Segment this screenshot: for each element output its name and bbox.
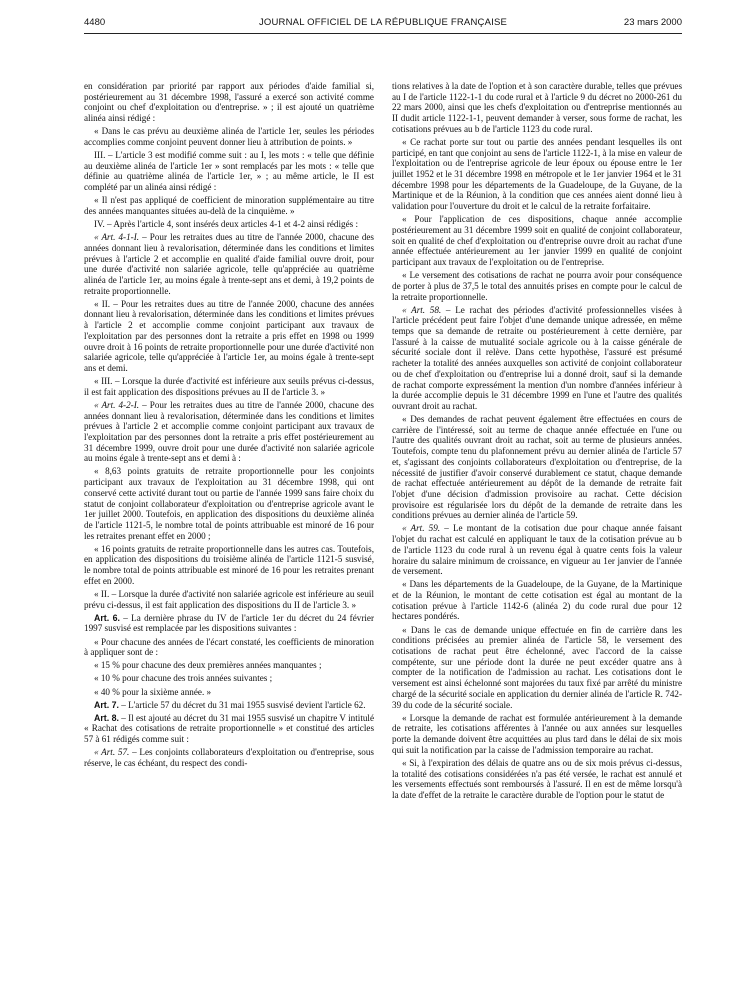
paragraph xyxy=(84,376,374,397)
article-label: Art. 7. xyxy=(94,699,119,710)
paragraph xyxy=(84,299,374,374)
paragraph xyxy=(84,195,374,216)
header-rule xyxy=(84,33,682,34)
paragraph xyxy=(392,579,682,622)
paragraph xyxy=(84,713,374,745)
paragraph xyxy=(392,81,682,135)
publication-date: 23 mars 2000 xyxy=(623,17,682,28)
paragraph-text: – Le montant de la cotisation due pour chaque année faisant l'objet du rachat est calculé en appliquant le taux de la cotisation prévue au b de l'article 1123 du code rural à un revenu égal à quatre cents fois la valeur horaire du salaire minimum de croissance, en vigueur au 1er janvier de l'année de versement. xyxy=(392,523,682,577)
paragraph-text: – L'article 57 du décret du 31 mai 1955 susvisé devient l'article 62. xyxy=(118,699,366,710)
paragraph-text: – La dernière phrase du IV de l'article 1er du décret du 24 février 1997 susvisé est remplacée par les dispositions suivantes : xyxy=(84,612,374,634)
paragraph-text: « Pour l'application de ces dispositions, chaque année accomplie postérieurement au 31 décembre 1999 soit en qualité de conjoint collaborateur, soit en qualité de chef d'exploitation ou d'entreprise ouvre droit au rachat d'une année effectuée antérieurement au 1er janvier 1999 en qualité de conjoint participant aux travaux de l'exploitation ou de l'entreprise. xyxy=(392,214,682,268)
paragraph xyxy=(84,673,374,684)
paragraph xyxy=(84,219,374,230)
paragraph-text: « 40 % pour la sixième année. » xyxy=(94,686,212,697)
paragraph-text: « Si, à l'expiration des délais de quatre ans ou de six mois prévus ci-dessus, la totalité des cotisations considérées n'a pas été versée, le rachat est annulé et les versements effectués sont remboursés à l'assuré. Il en est de même lorsqu'à la date d'effet de la retraite le caractère durable de l'option pour le statut de xyxy=(392,757,682,800)
paragraph xyxy=(84,81,374,124)
paragraph xyxy=(84,126,374,147)
paragraph xyxy=(84,660,374,671)
paragraph-text: « Lorsque la demande de rachat est formulée antérieurement à la demande de retraite, les cotisations afférentes à l'année ou aux années sur lesquelles porte la demande doivent être acquittées au plus tard dans le délai de six mois qui suit la notification par la caisse de l'admission temporaire au rachat. xyxy=(392,712,682,755)
paragraph-text: « Ce rachat porte sur tout ou partie des années pendant lesquelles ils ont participé, en tant que conjoint au sens de l'article 1122-1, à la mise en valeur de l'exploitation ou de l'entreprise agricole de leur époux ou épouse entre le 1er juillet 1952 et le 31 décembre 1998 en métropole et le 1er janvier 1964 et le 31 décembre 1998 pour les départements de la Guadeloupe, de la Guyane, de la Martinique et de la Réunion, à la condition que ces années aient donné lieu à validation pour l'ouverture du droit et le calcul de la retraite forfaitaire. xyxy=(392,136,682,212)
paragraph xyxy=(84,637,374,658)
paragraph-text: III. – L'article 3 est modifié comme suit : au I, les mots : « telle que définie au deuxième alinéa de l'article 1er » sont remplacés par les mots : « telle que définie au quatrième alinéa de l'article 1er, » ; au même article, le II est complété par un alinéa ainsi rédigé : xyxy=(84,150,374,193)
paragraph-text: « III. – Lorsque la durée d'activité est inférieure aux seuils prévus ci-dessus, il est fait application des dispositions prévues au II de l'article 3. » xyxy=(84,376,374,397)
paragraph xyxy=(84,400,374,464)
paragraph xyxy=(84,700,374,711)
paragraph xyxy=(392,270,682,302)
journal-title: JOURNAL OFFICIEL DE LA RÉPUBLIQUE FRANÇAISE xyxy=(258,17,508,28)
article-number: « Art. 4-1-I. xyxy=(94,232,140,243)
paragraph xyxy=(84,466,374,541)
paragraph xyxy=(392,414,682,521)
paragraph-text: – Il est ajouté au décret du 31 mai 1955 susvisé un chapitre V intitulé « Rachat des cotisations de retraite proportionnelle » et constitué des articles 57 à 61 rédigés comme suit : xyxy=(84,712,374,745)
paragraph xyxy=(84,544,374,587)
paragraph-text: – Le rachat des périodes d'activité professionnelles visées à l'article précédent peut faire l'objet d'une demande unique adressée, en même temps que sa demande de retraite ou postérieurement à cette dernière, par l'assuré à la caisse de mutualité sociale agricole ou à la caisse générale de sécurité sociale dont il relève. Dans cette hypothèse, l'assuré est présumé racheter la totalité des années auxquelles son activité de conjoint collaborateur ou de chef d'exploitation ou d'entreprise lui a donné droit, sauf si la demande de rachat comporte expressément la mention d'un nombre d'années inférieur à la durée accomplie depuis le 31 décembre 1999 en l'une et l'autre des qualités ouvrant droit au rachat. xyxy=(392,304,682,411)
article-label: Art. 8. xyxy=(94,712,119,723)
paragraph-text: « 10 % pour chacune des trois années suivantes ; xyxy=(94,673,273,684)
paragraph-text: « Il n'est pas appliqué de coefficient de minoration supplémentaire au titre des années manquantes situées au-delà de la cinquième. » xyxy=(84,195,374,216)
paragraph xyxy=(392,214,682,268)
paragraph xyxy=(84,232,374,296)
article-number: « Art. 59. xyxy=(402,523,441,534)
article-number: « Art. 58. xyxy=(402,304,442,315)
page-header xyxy=(84,17,682,31)
paragraph xyxy=(392,713,682,756)
paragraph xyxy=(392,305,682,412)
paragraph-text: « Des demandes de rachat peuvent également être effectuées en cours de carrière de l'intéressé, soit au terme de chaque année effectuée en l'une ou l'autre des qualités ouvrant droit au rachat, soit au terme de plusieurs années. Toutefois, compte tenu du plafonnement prévu au dernier alinéa de l'article 57 et, s'agissant des conjoints collaborateurs d'exploitation ou d'entreprise, de la nécessité de justifier d'avoir conservé durablement ce statut, chaque demande de rachat effectuée antérieurement au dépôt de la demande de retraite fait l'objet d'une décision d'admission provisoire au rachat. Cette décision provisoire est régularisée lors du dépôt de la demande de retraite dans les conditions prévues au dernier alinéa de l'article 59. xyxy=(392,414,682,521)
paragraph-text: « Le versement des cotisations de rachat ne pourra avoir pour conséquence de porter à plus de 37,5 le total des annuités prises en compte pour le calcul de la retraite proportionnelle. xyxy=(392,270,682,302)
paragraph xyxy=(84,150,374,193)
right-text-column xyxy=(392,81,682,981)
paragraph xyxy=(84,747,374,768)
article-label: Art. 6. xyxy=(94,612,120,623)
paragraph-text: IV. – Après l'article 4, sont insérés deux articles 4-1 et 4-2 ainsi rédigés : xyxy=(94,219,359,229)
paragraph xyxy=(84,687,374,698)
paragraph xyxy=(392,625,682,711)
paragraph-text: – Les conjoints collaborateurs d'exploitation ou d'entreprise, sous réserve, le cas échéant, du respect des condi- xyxy=(84,747,374,768)
left-text-column xyxy=(84,81,374,981)
paragraph xyxy=(84,589,374,610)
paragraph-text: « 8,63 points gratuits de retraite proportionnelle pour les conjoints participant aux travaux de l'exploitation au 31 décembre 1998, qui ont conservé cette activité durant tout ou partie de l'année 1999 sans faire choix du statut de conjoint collaborateur d'exploitation ou d'entreprise agricole avant le 1er juillet 2000. Toutefois, en application des dispositions du deuxième alinéa de l'article 1121-5, le nombre total de points attribuable est minoré de 16 pour les retraites prenant effet en 2000 ; xyxy=(84,466,374,541)
paragraph-text: en considération par priorité par rapport aux périodes d'aide familial si, postérieurement au 31 décembre 1998, l'assuré a exercé son activité comme conjoint ou chef d'exploitation ou d'entreprise. » ; il est ajouté un quatrième alinéa ainsi rédigé : xyxy=(84,81,374,124)
paragraph-text: « Pour chacune des années de l'écart constaté, les coefficients de minoration à appliquer sont de : xyxy=(84,636,374,658)
paragraph-text: – Pour les retraites dues au titre de l'année 2000, chacune des années donnant lieu à revalorisation, déterminée dans les conditions et limites prévues à l'article 2 et accomplie en qualité d'aide familial ouvre droit, pour une durée d'activité non salariée agricole, telle qu'appréciée au quatrième alinéa de l'article 1er, au moins égale à trente-sept ans et demi, à 19,2 points de retraite proportionnelle. xyxy=(84,232,374,296)
paragraph xyxy=(84,613,374,634)
paragraph xyxy=(392,137,682,212)
paragraph-text: « Dans le cas prévu au deuxième alinéa de l'article 1er, seules les périodes accomplies comme conjoint peuvent donner lieu à attribution de points. » xyxy=(84,126,374,147)
article-number: « Art. 57. xyxy=(94,747,130,758)
page-number: 4480 xyxy=(84,17,106,28)
paragraph-text: « 15 % pour chacune des deux premières années manquantes ; xyxy=(94,660,322,671)
paragraph-text: – Pour les retraites dues au titre de l'année 2000, chacune des années donnant lieu à revalorisation, déterminée dans les conditions et limites prévues à l'article 2 et accomplie comme conjoint participant aux travaux de l'exploitation par des personnes dont la retraite a pris effet postérieurement au 31 décembre 1999, ouvre droit pour une durée d'activité non salariée agricole au moins égale à trente-sept ans et demi à : xyxy=(84,399,374,464)
paragraph-text: « II. – Pour les retraites dues au titre de l'année 2000, chacune des années donnant lieu à revalorisation, déterminée dans les conditions et limites prévues à l'article 2 et accomplie comme conjoint participant aux travaux de l'exploitation par des personnes dont la retraite a pris effet en 1998 ou 1999 ouvre droit à 16 points de retraite proportionnelle pour une durée d'activité non salariée agricole, telle qu'appréciée à l'article 1er, au moins égale à trente-sept ans et demi. xyxy=(84,298,374,373)
paragraph-text: tions relatives à la date de l'option et à son caractère durable, telles que prévues au I de l'article 1122-1-1 du code rural et à l'article 9 du décret no 2000-261 du 22 mars 2000, ainsi que les chefs d'exploitation ou d'entreprise mentionnés au II dudit article 1122-1-1, peuvent demander à verser, sous forme de rachat, les cotisations prévues au b de l'article 1123 du code rural. xyxy=(392,81,682,134)
paragraph-text: « 16 points gratuits de retraite proportionnelle dans les autres cas. Toutefois, en application des dispositions du troisième alinéa de l'article 1121-5 susvisé, le nombre total de points attribuable est minoré de 16 pour les retraites prenant effet en 2000. xyxy=(84,543,374,586)
paragraph xyxy=(392,758,682,801)
paragraph-text: « Dans le cas de demande unique effectuée en fin de carrière dans les conditions précisées au premier alinéa de l'article 58, le versement des cotisations de rachat peut être échelonné, avec l'accord de la caisse compétente, sur une période dont la durée ne peut excéder quatre ans à compter de la notification de l'admission au rachat. Les cotisations dont le versement est ainsi échelonné sont majorées du taux fixé par arrêté du ministre chargé de la sécurité sociale en application du dernier alinéa de l'article R. 742-39 du code de la sécurité sociale. xyxy=(392,624,682,710)
article-number: « Art. 4-2-I. xyxy=(94,399,140,410)
paragraph-text: « Dans les départements de la Guadeloupe, de la Guyane, de la Martinique et de la Réunion, le montant de cette cotisation est égal au montant de la cotisation prévue à l'article 1142-6 (alinéa 2) du code rural due pour 12 hectares pondérés. xyxy=(392,579,682,622)
paragraph-text: « II. – Lorsque la durée d'activité non salariée agricole est inférieure au seuil prévu ci-dessus, il est fait application des dispositions du II de l'article 3. » xyxy=(84,588,374,610)
paragraph xyxy=(392,523,682,577)
